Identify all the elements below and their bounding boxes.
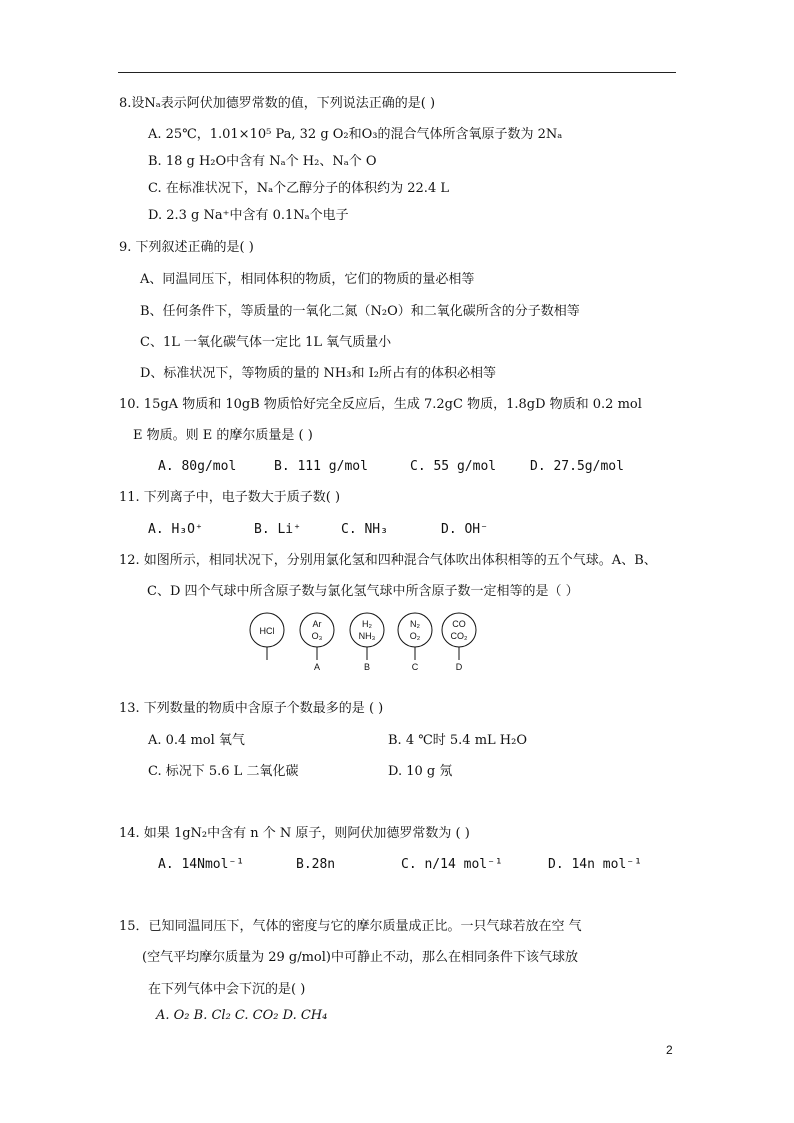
q9-option-c: C、1L 一氧化碳气体一定比 1L 氧气质量小 xyxy=(140,335,392,350)
balloon-c-line2: O₂ xyxy=(409,631,421,641)
balloon-b-line2: NH₃ xyxy=(358,631,376,641)
q14-option-d: D. 14n mol⁻¹ xyxy=(548,857,642,872)
q15-stem-line2: (空气平均摩尔质量为 29 g/mol)中可静止不动，那么在相同条件下该气球放 xyxy=(142,950,578,965)
q12-stem-line1: 12. 如图所示，相同状况下，分别用氯化氢和四种混合气体吹出体积相等的五个气球。A、B、 xyxy=(119,553,657,568)
q12-stem-line2: C、D 四个气球中所含原子数与氯化氢气球中所含原子数一定相等的是（ ） xyxy=(147,584,579,599)
q11-option-c: C. NH₃ xyxy=(341,522,388,537)
q13-option-b: B. 4 ℃时 5.4 mL H₂O xyxy=(388,733,528,748)
q13-option-c: C. 标况下 5.6 L 二氧化碳 xyxy=(148,764,299,779)
q14-option-c: C. n/14 mol⁻¹ xyxy=(401,857,503,872)
q13-option-a: A. 0.4 mol 氧气 xyxy=(148,733,245,748)
q9-option-a: A、同温同压下，相同体积的物质，它们的物质的量必相等 xyxy=(140,272,475,287)
q14-stem: 14. 如果 1gN₂中含有 n 个 N 原子，则阿伏加德罗常数为 ( ) xyxy=(119,826,470,841)
q9-option-d: D、标准状况下，等物质的量的 NH₃和 I₂所占有的体积必相等 xyxy=(140,366,496,381)
balloon-a xyxy=(300,613,334,672)
q14-option-b: B.28n xyxy=(296,857,336,872)
balloon-b xyxy=(350,613,384,672)
balloon-c-letter: C xyxy=(411,662,419,672)
q11-option-a: A. H₃O⁺ xyxy=(148,522,203,537)
balloon-hcl-label: HCl xyxy=(259,626,275,636)
q9-option-b: B、任何条件下，等质量的一氧化二氮（N₂O）和二氧化碳所含的分子数相等 xyxy=(140,304,580,319)
q11-option-d: D. OH⁻ xyxy=(441,522,488,537)
q10-option-c: C. 55 g/mol xyxy=(410,459,497,474)
q10-stem-line1: 10. 15gA 物质和 10gB 物质恰好完全反应后，生成 7.2gC 物质，1.8gD 物质和 0.2 mol xyxy=(119,397,642,412)
balloon-a-line1: Ar xyxy=(312,619,322,629)
balloon-d-line2: CO₂ xyxy=(450,631,468,641)
balloon-figure xyxy=(245,610,485,672)
q8-stem: 8.设Nₐ表示阿伏加德罗常数的值，下列说法正确的是( ) xyxy=(119,96,436,111)
q10-option-b: B. 111 g/mol xyxy=(274,459,368,474)
balloon-a-letter: A xyxy=(313,662,321,672)
q9-stem: 9. 下列叙述正确的是( ) xyxy=(119,240,254,255)
balloon-a-line2: O₃ xyxy=(311,631,323,641)
q14-option-a: A. 14Nmol⁻¹ xyxy=(158,857,245,872)
balloon-d xyxy=(442,613,476,672)
header-rule xyxy=(118,72,676,73)
balloon-c-line1: N₂ xyxy=(410,619,420,629)
q11-stem: 11. 下列离子中，电子数大于质子数( ) xyxy=(119,490,341,505)
page-number: 2 xyxy=(666,1043,673,1057)
q13-stem: 13. 下列数量的物质中含原子个数最多的是 ( ) xyxy=(119,701,384,716)
q15-stem-line1: 15．已知同温同压下，气体的密度与它的摩尔质量成正比。一只气球若放在空 气 xyxy=(119,919,582,934)
q10-stem-line2: E 物质。则 E 的摩尔质量是 ( ) xyxy=(133,428,313,443)
q8-option-d: D. 2.3 g Na⁺中含有 0.1Nₐ个电子 xyxy=(148,208,349,223)
q8-option-c: C. 在标准状况下，Nₐ个乙醇分子的体积约为 22.4 L xyxy=(148,181,449,196)
q15-stem-line3: 在下列气体中会下沉的是( ) xyxy=(148,982,306,997)
q10-option-a: A. 80g/mol xyxy=(158,459,237,474)
balloon-c xyxy=(398,613,432,672)
q13-option-d: D. 10 g 氖 xyxy=(388,764,453,779)
balloon-d-line1: CO xyxy=(452,619,466,629)
balloon-b-letter: B xyxy=(363,662,371,672)
q10-option-d: D. 27.5g/mol xyxy=(530,459,624,474)
balloon-d-letter: D xyxy=(455,662,463,672)
balloon-b-line1: H₂ xyxy=(362,619,372,629)
q11-option-b: B. Li⁺ xyxy=(254,522,301,537)
q8-option-a: A. 25℃，1.01×10⁵ Pa, 32 g O₂和O₃的混合气体所含氧原子数为 2Nₐ xyxy=(148,127,563,142)
q15-options: A. O₂ B. Cl₂ C. CO₂ D. CH₄ xyxy=(156,1008,328,1023)
balloon-hcl xyxy=(250,613,284,660)
q8-option-b: B. 18 g H₂O中含有 Nₐ个 H₂、Nₐ个 O xyxy=(148,154,377,169)
